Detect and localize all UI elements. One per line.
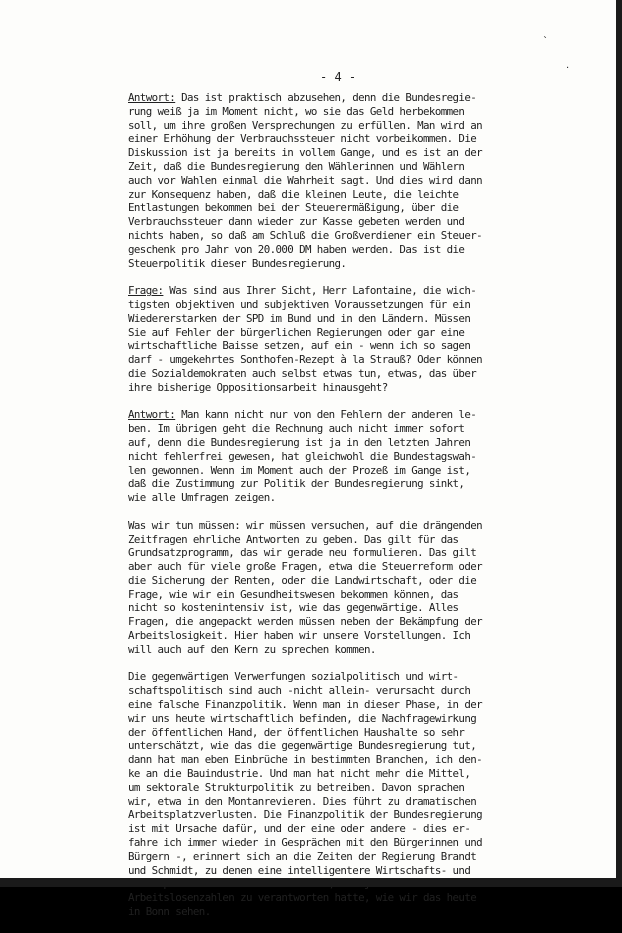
text-line (128, 188, 560, 202)
text-line (128, 905, 560, 919)
line-content: auf, denn die Bundesregierung ist ja in den letzten Jahren (128, 435, 471, 449)
text-line (128, 326, 560, 340)
text-line (128, 588, 560, 602)
line-content: darf - umgekehrtes Sonthofen-Rezept à la Strauß? Oder können (128, 353, 483, 367)
line-content: Zeitfragen ehrliche Antworten zu geben. Das gilt für das (128, 532, 459, 546)
text-line (128, 643, 560, 657)
paragraph (128, 91, 560, 270)
line-content: die Sozialdemokraten auch selbst etwas tun, etwas, das über (128, 366, 477, 380)
text-line (128, 201, 560, 215)
line-content: Grundsatzprogramm, das wir gerade neu formulieren. Das gilt (128, 546, 477, 560)
interview-text (128, 91, 560, 933)
text-line (128, 408, 560, 422)
line-content: schaftspolitisch sind auch -nicht allein- verursacht durch (128, 684, 471, 698)
scan-mark: ` (543, 36, 548, 47)
text-line (128, 450, 560, 464)
line-content: geschenk pro Jahr von 20.000 DM haben werden. Das ist die (128, 242, 465, 256)
line-content: eine falsche Finanzpolitik. Wenn man in dieser Phase, in der (128, 698, 483, 712)
text-line (128, 629, 560, 643)
line-content: ist mit Ursache dafür, und der eine oder andere - dies er- (128, 822, 471, 836)
line-content: Arbeitslosenzahlen zu verantworten hatte, wie wir das heute (128, 891, 477, 905)
text-line (128, 560, 560, 574)
text-line (128, 257, 560, 271)
line-content: wirtschaftliche Baisse setzen, auf ein - wenn ich so sagen (128, 339, 471, 353)
text-line (128, 146, 560, 160)
text-line (128, 864, 560, 878)
text-line (128, 160, 560, 174)
line-content: tigsten objektiven und subjektiven Voraussetzungen für ein (128, 297, 471, 311)
line-content: Entlastungen bekommen bei der Steuerermäßigung, über die (128, 201, 459, 215)
text-line (128, 105, 560, 119)
text-line (128, 822, 560, 836)
line-content: Arbeitslosigkeit. Hier haben wir unsere Vorstellungen. Ich (128, 629, 471, 643)
line-content: ben. Im übrigen geht die Rechnung auch nicht immer sofort (128, 422, 465, 436)
text-line (128, 850, 560, 864)
line-content: will auch auf den Kern zu sprechen kommen. (128, 642, 376, 656)
text-line (128, 615, 560, 629)
paragraph (128, 519, 560, 657)
text-line (128, 739, 560, 753)
scan-mark: . (566, 60, 570, 71)
line-content: ihre bisherige Oppositionsarbeit hinausgeht? (128, 380, 388, 394)
text-line (128, 836, 560, 850)
line-content: nicht fehlerfrei gewesen, hat gleichwohl die Bundestagswah- (128, 449, 477, 463)
line-content: wir uns heute wirtschaftlich befinden, die Nachfragewirkung (128, 711, 477, 725)
line-content: rung weiß ja im Moment nicht, wo sie das Geld herbekommen (128, 104, 465, 118)
line-content: in Bonn sehen. (128, 905, 211, 919)
line-content: Die gegenwärtigen Verwerfungen sozialpolitisch und wirt- (128, 670, 459, 684)
text-line (128, 339, 560, 353)
line-content: Das ist praktisch abzusehen, denn die Bundesregie- (175, 91, 477, 104)
text-line (128, 546, 560, 560)
text-line (128, 491, 560, 505)
line-content: die Sicherung der Renten, oder die Landwirtschaft, oder die (128, 573, 477, 587)
text-line (128, 215, 560, 229)
page-number: - 4 - (320, 70, 357, 84)
text-line (128, 601, 560, 615)
text-line (128, 781, 560, 795)
line-content: daß die Zustimmung zur Politik der Bundesregierung sinkt, (128, 477, 465, 491)
line-content: Bürgern -, erinnert sich an die Zeiten der Regierung Brandt (128, 849, 477, 863)
text-line (128, 367, 560, 381)
line-content: wir, etwa in den Montanrevieren. Dies führt zu dramatischen (128, 794, 477, 808)
text-line (128, 284, 560, 298)
text-line (128, 670, 560, 684)
line-content: auch vor Wahlen einmal die Wahrheit sagt. Und dies wird dann (128, 173, 483, 187)
line-content: zur Konsequenz haben, daß die kleinen Leute, die leichte (128, 187, 459, 201)
line-content: unterschätzt, wie das die gegenwärtige Bundesregierung tut, (128, 739, 477, 753)
line-content: Zeit, daß die Bundesregierung den Wählerinnen und Wählern (128, 159, 465, 173)
text-line (128, 726, 560, 740)
line-content: Sie auf Fehler der bürgerlichen Regierungen oder gar eine (128, 325, 465, 339)
line-content: Steuerpolitik dieser Bundesregierung. (128, 256, 347, 270)
line-content: dann hat man eben Einbrüche in bestimmten Branchen, ich den- (128, 753, 483, 767)
text-line (128, 808, 560, 822)
text-line (128, 464, 560, 478)
line-content: einer Erhöhung der Verbrauchssteuer nicht vorbeikommen. Die (128, 132, 477, 146)
line-content: aber auch für viele große Fragen, etwa die Steuerreform oder (128, 560, 483, 574)
text-line (128, 243, 560, 257)
line-content: und Schmidt, zu denen eine intelligentere Wirtschafts- und (128, 863, 471, 877)
speaker-label: Antwort: (128, 408, 176, 422)
text-line (128, 298, 560, 312)
line-content: der öffentlichen Hand, der öffentlichen Haushalte so sehr (128, 725, 465, 739)
line-content: Man kann nicht nur von den Fehlern der anderen le- (175, 408, 477, 422)
line-content: Verbrauchssteuer dann wieder zur Kasse gebeten werden und (128, 215, 465, 229)
text-line (128, 698, 560, 712)
line-content: Frage, wie wir ein Gesundheitswesen bekommen können, das (128, 587, 459, 601)
text-line (128, 436, 560, 450)
line-content: Was wir tun müssen: wir müssen versuchen, auf die drängenden (128, 518, 483, 532)
line-content: Wiedererstarken der SPD im Bund und in den Ländern. Müssen (128, 311, 471, 325)
line-content: ke an die Bauindustrie. Und man hat nicht mehr die Mittel, (128, 767, 471, 781)
text-line (128, 119, 560, 133)
text-line (128, 767, 560, 781)
text-line (128, 753, 560, 767)
scan-border (0, 878, 622, 887)
text-line (128, 174, 560, 188)
text-line (128, 229, 560, 243)
line-content: nichts haben, so daß am Schluß die Großverdiener ein Steuer- (128, 228, 483, 242)
paragraph (128, 284, 560, 394)
line-content: Diskussion ist ja bereits in vollem Gange, und es ist an der (128, 146, 483, 160)
line-content: soll, um ihre großen Versprechungen zu erfüllen. Man wird an (128, 118, 483, 132)
line-content: um sektorale Strukturpolitik zu betreiben. Davon sprachen (128, 780, 465, 794)
line-content: Fragen, die angepackt werden müssen neben der Bekämpfung der (128, 615, 483, 629)
text-line (128, 684, 560, 698)
text-line (128, 91, 560, 105)
text-line (128, 477, 560, 491)
speaker-label: Antwort: (128, 91, 176, 104)
line-content: nicht so kostenintensiv ist, wie das gegenwärtige. Alles (128, 601, 459, 615)
text-line (128, 795, 560, 809)
text-line (128, 519, 560, 533)
line-content: wie alle Umfragen zeigen. (128, 491, 276, 505)
paragraph (128, 408, 560, 505)
text-line (128, 891, 560, 905)
speaker-label: Frage: (128, 284, 164, 298)
scan-border (616, 0, 622, 887)
line-content: len gewonnen. Wenn im Moment auch der Prozeß im Gange ist, (128, 463, 471, 477)
text-line (128, 312, 560, 326)
line-content: Arbeitsplatzverlusten. Die Finanzpolitik der Bundesregierung (128, 808, 483, 822)
line-content: fahre ich immer wieder in Gesprächen mit den Bürgerinnen und (128, 836, 483, 850)
line-content: Was sind aus Ihrer Sicht, Herr Lafontaine, die wich- (163, 284, 477, 298)
text-line (128, 574, 560, 588)
text-line (128, 353, 560, 367)
text-line (128, 381, 560, 395)
text-line (128, 712, 560, 726)
text-line (128, 422, 560, 436)
text-line (128, 533, 560, 547)
text-line (128, 132, 560, 146)
